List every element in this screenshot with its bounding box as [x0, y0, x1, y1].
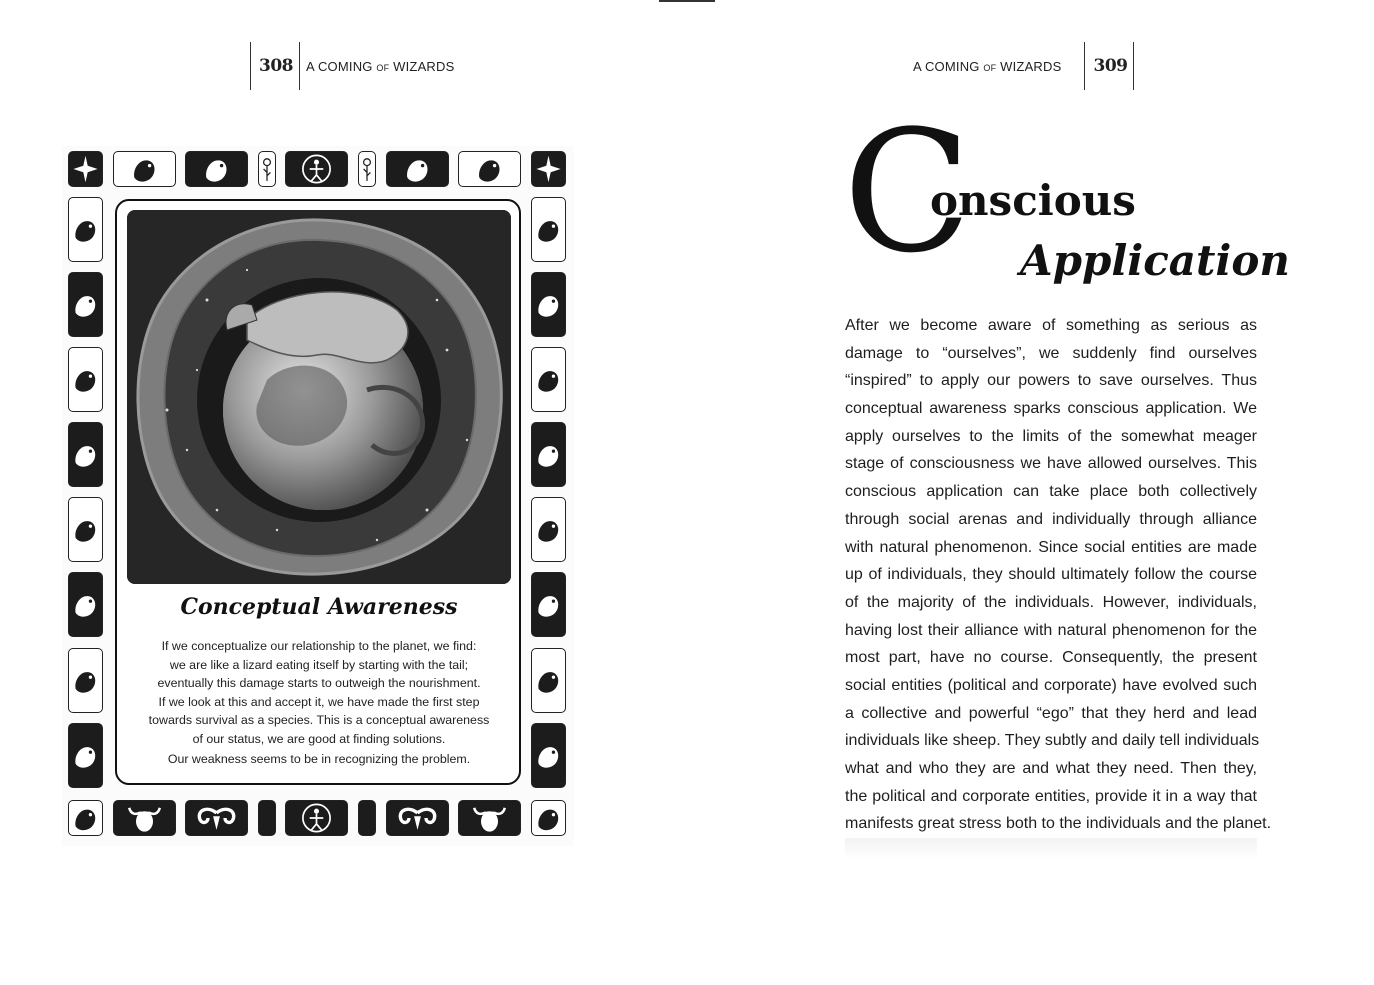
- body-line: up of individuals, they should ultimately follow the course: [845, 566, 1257, 584]
- body-line: conscious application can take place both collectively: [845, 483, 1257, 501]
- card-text-last-line: Our weakness seems to be in recognizing the problem.: [167, 752, 471, 766]
- right-running-header: [913, 42, 1134, 90]
- body-line: the political and corporate entities, provide it in a way that: [845, 787, 1257, 805]
- zodiac-tile: [358, 800, 376, 836]
- right-running-title: A COMING OF WIZARDS: [913, 58, 1062, 74]
- body-line: of the majority of the individuals. However, individuals,: [845, 593, 1257, 611]
- chapter-title-line2: Application: [1020, 236, 1290, 285]
- zodiac-tile: [531, 272, 566, 337]
- body-line: most part, have no course. Consequently, the present: [845, 649, 1257, 667]
- zodiac-tile: [68, 151, 103, 187]
- header-rule: [1084, 42, 1085, 90]
- zodiac-tile: [185, 800, 248, 836]
- page-edge-shadow: [845, 838, 1257, 860]
- chapter-title-line1: onscious: [930, 176, 1136, 225]
- zodiac-tile: [68, 422, 103, 487]
- zodiac-tile: [68, 800, 103, 836]
- body-line: apply ourselves to the limits of the somewhat meager: [845, 427, 1257, 445]
- card-text-line: towards survival as a species. This is a conceptual awareness: [148, 713, 490, 727]
- zodiac-tile: [531, 648, 566, 713]
- zodiac-tile: [68, 197, 103, 262]
- zodiac-tile: [531, 347, 566, 412]
- card-heading: Conceptual Awareness: [180, 594, 458, 620]
- body-line: having lost their alliance with natural phenomenon for the: [845, 621, 1257, 639]
- zodiac-tile: [68, 497, 103, 562]
- zodiac-tile: [68, 572, 103, 637]
- zodiac-tile: [258, 800, 276, 836]
- zodiac-tile: [531, 151, 566, 187]
- zodiac-tile: [258, 151, 276, 187]
- zodiac-tile: [531, 572, 566, 637]
- zodiac-tile: [458, 800, 521, 836]
- card-text-line: we are like a lizard eating itself by starting with the tail;: [169, 657, 469, 672]
- zodiac-tile: [285, 800, 348, 836]
- zodiac-tile: [358, 151, 376, 187]
- zodiac-tile: [531, 723, 566, 788]
- left-running-header: [250, 42, 454, 90]
- body-paragraph: [845, 312, 1272, 838]
- earth-illustration-svg: [127, 210, 511, 584]
- card-text-line: If we look at this and accept it, we have made the first step: [158, 694, 480, 709]
- body-line: individuals like sheep. They subtly and daily tell individuals: [845, 732, 1260, 750]
- zodiac-tile: [531, 422, 566, 487]
- body-line: “inspired” to apply our powers to save ourselves. Thus: [845, 372, 1257, 390]
- right-page-number: 309: [1093, 56, 1128, 76]
- zodiac-tile: [531, 497, 566, 562]
- body-line: through social arenas and individually through alliance: [845, 510, 1257, 528]
- header-rule: [1133, 42, 1134, 90]
- left-page-number: 308: [259, 56, 293, 76]
- zodiac-tile: [68, 272, 103, 337]
- header-rule: [250, 42, 251, 90]
- body-line: After we become aware of something as serious as: [845, 317, 1257, 334]
- zodiac-tile: [68, 723, 103, 788]
- earth-lizard-illustration: [127, 210, 511, 584]
- zodiac-tile: [531, 197, 566, 262]
- card-text-line: If we conceptualize our relationship to the planet, we find:: [161, 639, 477, 653]
- header-rule: [299, 42, 300, 90]
- zodiac-tile: [113, 800, 176, 836]
- drop-cap: C: [843, 94, 972, 290]
- zodiac-tile: [68, 648, 103, 713]
- body-line: with natural phenomenon. Since social entities are made: [845, 538, 1257, 556]
- zodiac-tile: [68, 347, 103, 412]
- card-text-line: eventually this damage starts to outweigh the nourishment.: [157, 676, 481, 690]
- body-line: stage of consciousness we have allowed ourselves. This: [845, 455, 1257, 473]
- zodiac-tile: [531, 800, 566, 836]
- body-line: manifests great stress both to the individuals and the planet.: [845, 815, 1272, 833]
- body-line: conceptual awareness sparks conscious application. We: [845, 400, 1257, 418]
- left-running-title: A COMING OF WIZARDS: [306, 58, 455, 74]
- body-line: social entities (political and corporate) have evolved such: [845, 676, 1257, 694]
- body-line: a collective and powerful “ego” that they herd and lead: [845, 704, 1257, 722]
- card-body-text: [135, 637, 503, 769]
- zodiac-tile: [285, 151, 348, 187]
- body-line: what and who they are and what they need. Then they,: [845, 760, 1257, 777]
- zodiac-tile: [386, 151, 449, 187]
- card-text-line: of our status, we are good at finding solutions.: [192, 731, 446, 746]
- top-edge-mark: [659, 0, 715, 2]
- body-line: damage to “ourselves”, we suddenly find ourselves: [845, 344, 1257, 362]
- zodiac-tile: [113, 151, 176, 187]
- zodiac-tile: [386, 800, 449, 836]
- zodiac-tile: [185, 151, 248, 187]
- zodiac-tile: [458, 151, 521, 187]
